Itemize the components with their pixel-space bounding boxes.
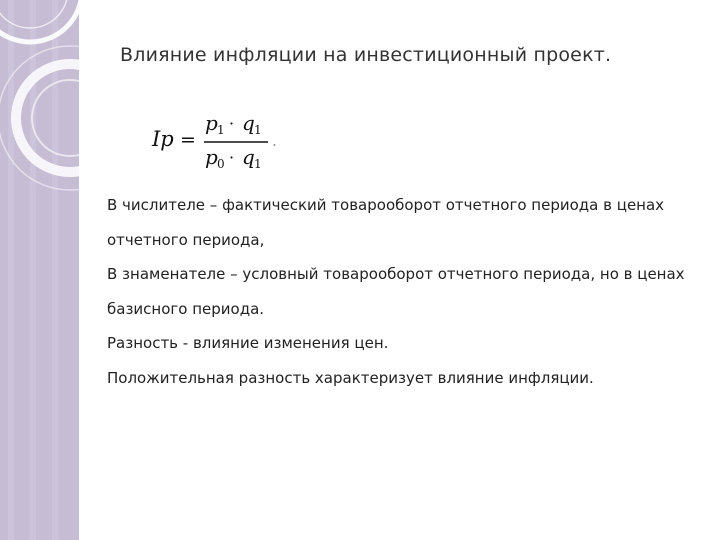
slide-body [107, 188, 702, 395]
paragraph-difference: Разность - влияние изменения цен. [107, 334, 389, 352]
paragraph-numerator: В числителе – фактический товарооборот отчетного периода в ценах отчетного периода, [107, 196, 665, 249]
numerator-p: p [205, 111, 218, 135]
slide-title: Влияние инфляции на инвестиционный проект. [120, 44, 612, 66]
denominator-p: p [205, 145, 218, 169]
paragraph-positive-difference: Положительная разность характеризует влияние инфляции. [107, 368, 594, 387]
price-index-formula [150, 106, 290, 174]
formula-equals: = [180, 129, 196, 151]
paragraph-denominator: В знаменателе – условный товарооборот отчетного периода, но в ценах базисного периода. [107, 265, 685, 318]
denominator-p-sub: 0 [217, 157, 225, 171]
numerator-q: q [242, 111, 255, 135]
sidebar-divider [79, 0, 81, 540]
decorative-rings [0, 0, 79, 540]
formula-trailing-dot: . [272, 131, 278, 150]
numerator-p-sub: 1 [217, 123, 225, 137]
formula-lhs: Ip [152, 127, 174, 151]
denominator-q: q [242, 145, 255, 169]
denominator-dot: · [229, 148, 235, 167]
denominator-q-sub: 1 [254, 157, 262, 171]
numerator-dot: · [229, 114, 235, 133]
numerator-q-sub: 1 [254, 123, 262, 137]
decorative-sidebar [0, 0, 79, 540]
